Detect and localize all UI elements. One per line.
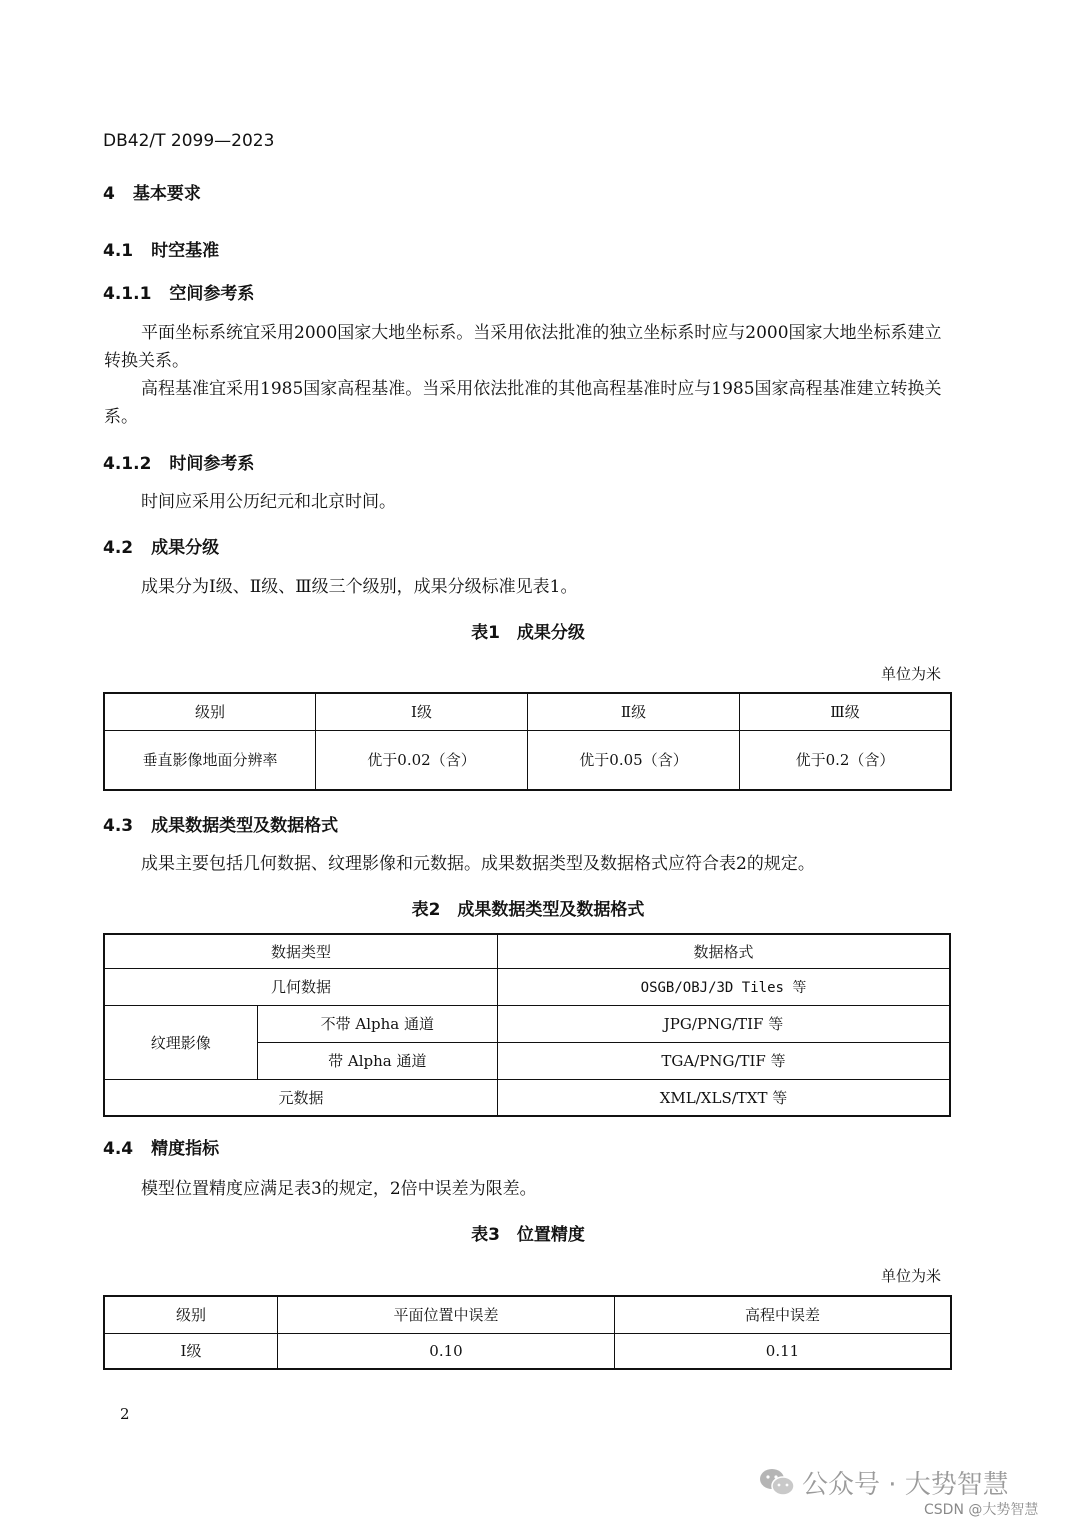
section-number: 4.1.1 <box>103 284 152 304</box>
section-number: 4.2 <box>103 538 134 558</box>
table2-cell-type: 几何数据 <box>104 968 498 1005</box>
doc-code: DB42/T 2099—2023 <box>103 131 275 151</box>
table1-unit: 单位为米 <box>880 665 941 683</box>
paragraph-accuracy: 模型位置精度应满足表3的规定，2倍中误差为限差。 <box>141 1179 537 1199</box>
table3-unit: 单位为米 <box>880 1267 941 1285</box>
section-4-1-2-heading <box>103 449 254 474</box>
table2 <box>103 933 951 1117</box>
table2-cell-subtype: 不带 Alpha 通道 <box>257 1005 497 1042</box>
table2-cell-format: OSGB/OBJ/3D Tiles 等 <box>498 968 951 1005</box>
section-title: 基本要求 <box>132 184 201 204</box>
table2-cell-format: XML/XLS/TXT 等 <box>498 1079 951 1116</box>
paragraph-time-reference: 时间应采用公历纪元和北京时间。 <box>141 492 396 512</box>
section-4-1-1-heading <box>103 279 254 304</box>
table1-cell: 优于0.2（含） <box>740 730 952 790</box>
paragraph-plane-coordinate: 平面坐标系统宜采用2000国家大地坐标系。当采用依法批准的独立坐标系时应与2000国家大地坐标系建立转换关系。 <box>104 323 942 371</box>
table1-cell: 优于0.05（含） <box>528 730 740 790</box>
watermark-account: 公众号 · 大势智慧 <box>802 1470 1009 1500</box>
table2-header-cell: 数据格式 <box>498 934 951 968</box>
table1-header-cell: 级别 <box>104 693 316 730</box>
paragraph-data-types: 成果主要包括几何数据、纹理影像和元数据。成果数据类型及数据格式应符合表2的规定。 <box>141 854 815 874</box>
section-number: 4.3 <box>103 816 134 836</box>
table2-cell-format: JPG/PNG/TIF 等 <box>498 1005 951 1042</box>
table1 <box>103 692 952 791</box>
section-number: 4.4 <box>103 1139 134 1159</box>
section-title: 精度指标 <box>151 1139 220 1159</box>
table3-cell: 0.10 <box>278 1333 615 1369</box>
table1-cell: 优于0.02（含） <box>316 730 528 790</box>
table3-cell: Ⅰ级 <box>104 1333 278 1369</box>
table2-cell-type: 纹理影像 <box>104 1005 257 1079</box>
table3-header-cell: 高程中误差 <box>615 1296 952 1333</box>
table2-caption: 表2 成果数据类型及数据格式 <box>411 900 645 920</box>
section-number: 4.1.2 <box>103 454 152 474</box>
table3-caption: 表3 位置精度 <box>471 1225 585 1245</box>
page-number: 2 <box>120 1405 130 1423</box>
section-4-4-heading <box>103 1134 219 1159</box>
section-title: 时空基准 <box>151 241 220 261</box>
wechat-icon <box>758 1466 796 1498</box>
section-4-3-heading <box>103 811 338 836</box>
section-4-heading <box>103 179 201 204</box>
table3-header-cell: 级别 <box>104 1296 278 1333</box>
section-4-2-heading <box>103 533 219 558</box>
table1-header-cell: Ⅱ级 <box>528 693 740 730</box>
table1-header-cell: Ⅲ级 <box>740 693 952 730</box>
section-title: 空间参考系 <box>169 284 255 304</box>
table1-header-cell: Ⅰ级 <box>316 693 528 730</box>
table1-caption: 表1 成果分级 <box>471 623 585 643</box>
section-title: 时间参考系 <box>169 454 255 474</box>
table2-cell-subtype: 带 Alpha 通道 <box>257 1042 497 1079</box>
table3-header-cell: 平面位置中误差 <box>278 1296 615 1333</box>
paragraph-elevation-datum: 高程基准宜采用1985国家高程基准。当采用依法批准的其他高程基准时应与1985国家高程基准建立转换关系。 <box>104 379 942 427</box>
table2-cell-format: TGA/PNG/TIF 等 <box>498 1042 951 1079</box>
section-number: 4 <box>103 184 115 204</box>
paragraph-grading: 成果分为Ⅰ级、Ⅱ级、Ⅲ级三个级别，成果分级标准见表1。 <box>141 577 578 597</box>
table3 <box>103 1295 952 1370</box>
section-4-1-heading <box>103 236 219 261</box>
section-number: 4.1 <box>103 241 134 261</box>
table2-cell-type: 元数据 <box>104 1079 498 1116</box>
table2-header-cell: 数据类型 <box>104 934 498 968</box>
section-title: 成果数据类型及数据格式 <box>151 816 339 836</box>
table3-cell: 0.11 <box>615 1333 952 1369</box>
table1-cell: 垂直影像地面分辨率 <box>104 730 316 790</box>
section-title: 成果分级 <box>151 538 220 558</box>
watermark-csdn: CSDN @大势智慧 <box>924 1502 1039 1518</box>
